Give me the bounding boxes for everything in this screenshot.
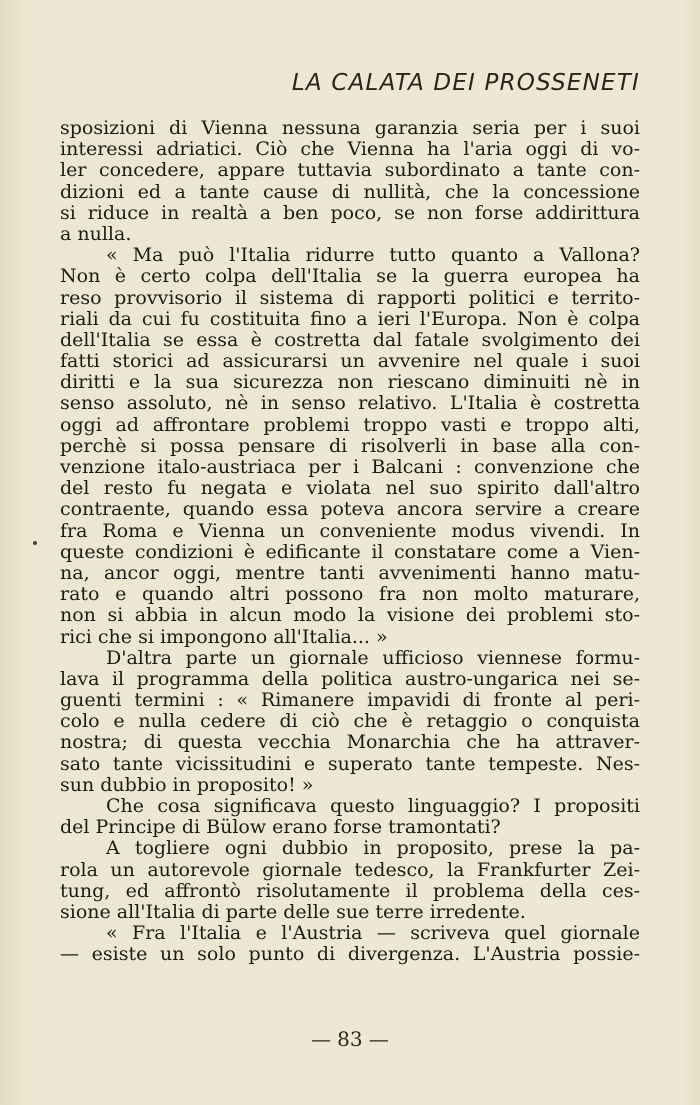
text-line: « Ma può l'Italia ridurre tutto quanto a Vallona? [106, 245, 640, 267]
body-text [60, 118, 640, 966]
text-line: rola un autorevole giornale tedesco, la Frankfurter Zei- [60, 859, 640, 881]
text-line: non si abbia in alcun modo la visione dei problemi sto- [60, 605, 640, 627]
text-line: rato e quando altri possono fra non molto maturare, [60, 584, 640, 606]
text-line: a nulla. [60, 223, 132, 245]
text-line: ler concedere, appare tuttavia subordinato a tante con- [60, 160, 640, 182]
text-line: sposizioni di Vienna nessuna garanzia seria per i suoi [60, 118, 640, 139]
running-header: LA CALATA DEI PROSSENETI [291, 70, 640, 96]
text-line: perchè si possa pensare di risolverli in base alla con- [60, 435, 640, 457]
text-line: D'altra parte un giornale ufficioso viennese formu- [106, 647, 640, 669]
text-line: del Principe di Bülow erano forse tramontati? [60, 817, 501, 839]
text-line: interessi adriatici. Ciò che Vienna ha l'aria oggi di vo- [60, 139, 640, 161]
page-number-value: 83 [337, 1027, 363, 1051]
text-line: contraente, quando essa poteva ancora servire a creare [60, 499, 640, 521]
text-line: senso assoluto, nè in senso relativo. L'Italia è costretta [60, 393, 640, 415]
text-line: diritti e la sua sicurezza non riescano diminuiti nè in [60, 372, 640, 394]
text-line: fatti storici ad assicurarsi un avvenire nel quale i suoi [60, 351, 640, 373]
text-line: rici che si impongono all'Italia... » [60, 626, 388, 648]
text-line: reso provvisorio il sistema di rapporti politici e territo- [60, 287, 640, 309]
text-line: dell'Italia se essa è costretta dal fatale svolgimento dei [60, 329, 640, 351]
text-line: guenti termini : « Rimanere impavidi di fronte al peri- [60, 690, 640, 712]
text-line: del resto fu negata e violata nel suo spirito dall'altro [60, 478, 640, 500]
text-line: riali da cui fu costituita fino a ieri l'Europa. Non è colpa [60, 308, 640, 330]
text-line: A togliere ogni dubbio in proposito, prese la pa- [106, 838, 640, 860]
text-line: si riduce in realtà a ben poco, se non forse addirittura [60, 202, 640, 224]
text-line: — esiste un solo punto di divergenza. L'Austria possie- [60, 944, 640, 966]
text-line: colo e nulla cedere di ciò che è retaggio o conquista [60, 711, 640, 733]
text-line: tung, ed affrontò risolutamente il problema della ces- [60, 880, 640, 902]
text-line: nostra; di questa vecchia Monarchia che ha attraver- [60, 732, 640, 754]
text-line: sun dubbio in proposito! » [60, 774, 314, 796]
text-line: Che cosa significava questo linguaggio? I propositi [106, 796, 640, 817]
text-line: sato tante vicissitudini e superato tante tempeste. Nes- [60, 753, 640, 775]
text-line: queste condizioni è edificante il constatare come a Vien- [60, 541, 640, 563]
text-line: sione all'Italia di parte delle sue terre irredente. [60, 901, 526, 923]
page-number: — 83 — [311, 1027, 389, 1051]
text-line: na, ancor oggi, mentre tanti avvenimenti hanno matu- [60, 562, 640, 584]
text-line: « Fra l'Italia e l'Austria — scriveva quel giornale [106, 923, 640, 945]
text-line: dizioni ed a tante cause di nullità, che la concessione [60, 181, 640, 203]
margin-mark [33, 541, 37, 545]
text-line: venzione italo-austriaca per i Balcani : convenzione che [60, 457, 640, 478]
text-line: fra Roma e Vienna un conveniente modus vivendi. In [60, 520, 640, 542]
text-line: lava il programma della politica austro-ungarica nei se- [60, 668, 640, 690]
text-line: oggi ad affrontare problemi troppo vasti e troppo alti, [60, 414, 640, 436]
text-line: Non è certo colpa dell'Italia se la guerra europea ha [60, 266, 640, 288]
